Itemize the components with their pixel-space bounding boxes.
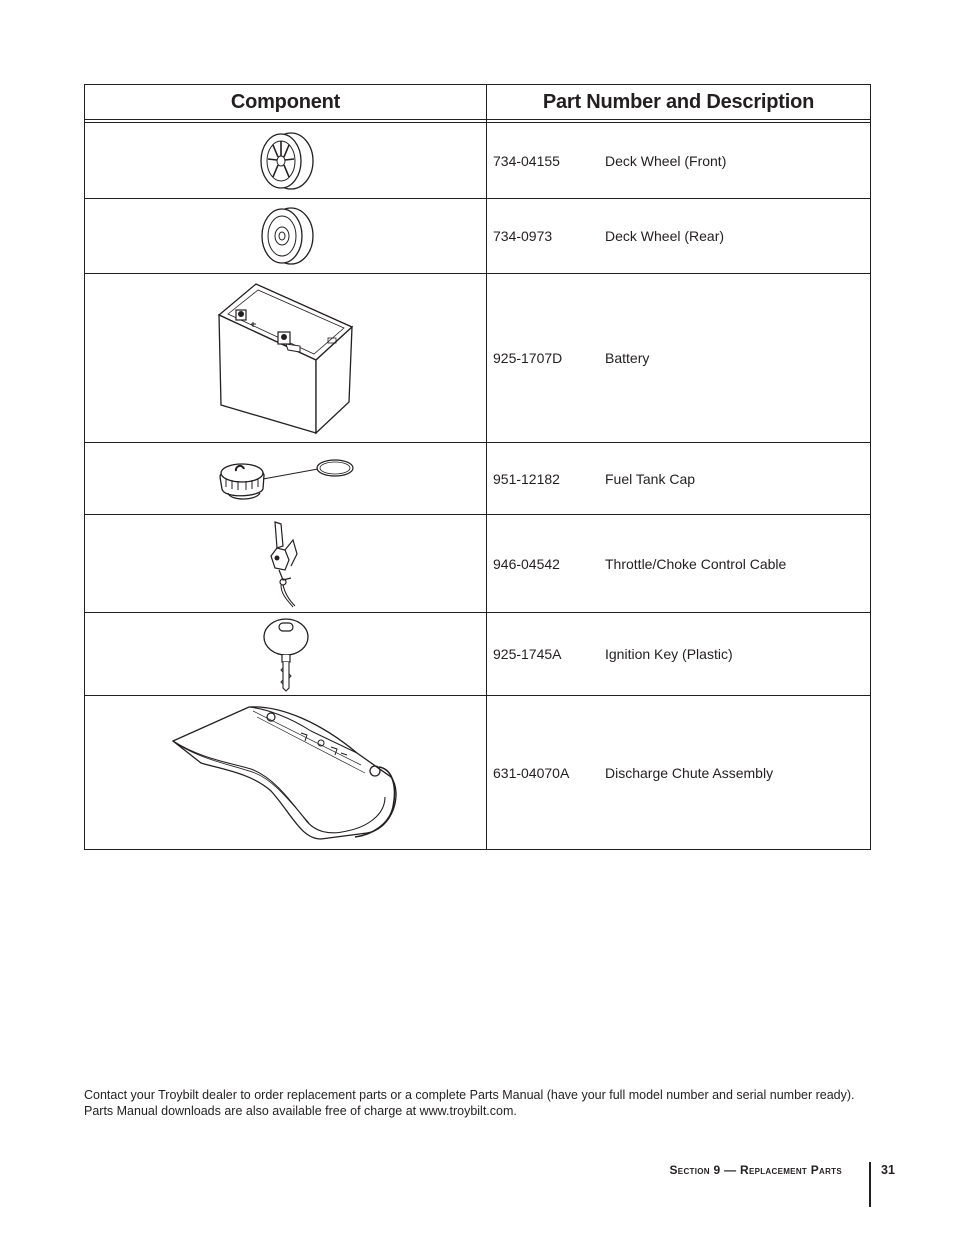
component-cell	[85, 123, 487, 199]
component-cell	[85, 613, 487, 696]
component-cell	[85, 443, 487, 515]
description-cell	[487, 274, 871, 443]
part-number: 631-04070A	[493, 764, 570, 781]
table-row	[85, 515, 871, 613]
description-cell	[487, 123, 871, 199]
component-cell	[85, 199, 487, 274]
table-header-row	[85, 85, 871, 120]
front-deck-wheel-icon	[251, 129, 321, 193]
component-header: Component	[85, 85, 487, 120]
parts-table	[84, 84, 871, 850]
part-description: Deck Wheel (Rear)	[605, 228, 725, 244]
rear-deck-wheel-icon	[251, 204, 321, 268]
discharge-chute-icon	[171, 703, 401, 843]
description-cell	[487, 696, 871, 850]
part-number: 946-04542	[493, 555, 560, 572]
description-cell	[487, 613, 871, 696]
part-description: Discharge Chute Assembly	[605, 764, 774, 781]
section-title: Section 9 — Replacement Parts	[669, 1163, 842, 1177]
part-number: 734-0973	[493, 228, 553, 244]
page-number: 31	[881, 1163, 895, 1177]
part-description: Deck Wheel (Front)	[605, 152, 727, 169]
part-number: 951-12182	[493, 470, 560, 487]
component-cell	[85, 515, 487, 613]
part-number: 734-04155	[493, 152, 560, 169]
footer-divider	[869, 1162, 871, 1207]
part-description: Ignition Key (Plastic)	[605, 646, 733, 662]
component-cell	[85, 696, 487, 850]
part-description: Fuel Tank Cap	[605, 470, 696, 487]
description-cell	[487, 199, 871, 274]
description-cell	[487, 443, 871, 515]
description-cell	[487, 515, 871, 613]
throttle-cable-icon	[261, 520, 311, 608]
component-cell	[85, 274, 487, 443]
table-row	[85, 443, 871, 515]
footer-note: Contact your Troybilt dealer to order replacement parts or a complete Parts Manual (have your full model number and serial number ready). Parts Manual downloads are also available free of charge at www.troybilt.com.	[84, 1088, 855, 1118]
part-description: Battery	[605, 350, 650, 366]
part-description: Throttle/Choke Control Cable	[605, 555, 787, 572]
battery-icon	[216, 280, 356, 436]
ignition-key-icon	[261, 616, 311, 692]
part-number: 925-1707D	[493, 350, 563, 366]
table-row	[85, 123, 871, 199]
part-description-header: Part Number and Description	[487, 85, 871, 120]
table-row	[85, 696, 871, 850]
fuel-tank-cap-icon	[216, 455, 356, 503]
table-row	[85, 613, 871, 696]
part-number: 925-1745A	[493, 646, 562, 662]
table-row	[85, 274, 871, 443]
table-row	[85, 199, 871, 274]
